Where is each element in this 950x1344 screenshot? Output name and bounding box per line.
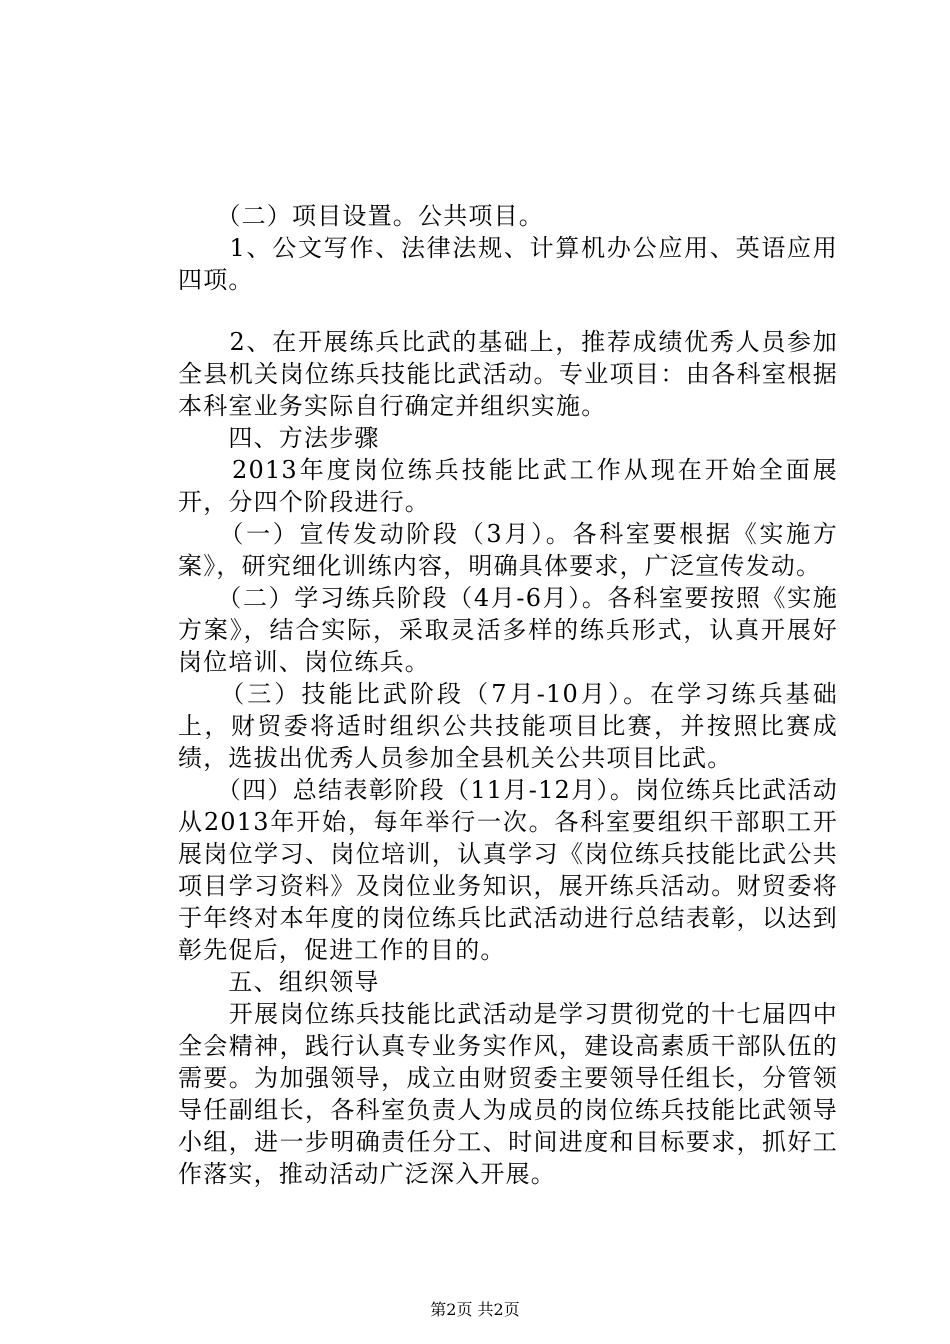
paragraph-stage-one: （一）宣传发动阶段（3月）。各科室要根据《实施方案》，研究细化训练内容，明确具体要求，广泛宣传发动。 <box>178 520 838 580</box>
paragraph-stage-two: （二）学习练兵阶段（4月-6月）。各科室要按照《实施方案》，结合实际，采取灵活多样的练兵形式，认真开展好岗位培训、岗位练兵。 <box>178 584 838 676</box>
paragraph-stage-three: （三）技能比武阶段（7月-10月）。在学习练兵基础上，财贸委将适时组织公共技能项目比赛，并按照比赛成绩，选拔出优秀人员参加全县机关公共项目比武。 <box>178 680 838 772</box>
paragraph-public-items: 1、公文写作、法律法规、计算机办公应用、英语应用四项。 <box>178 234 838 294</box>
heading-organization-leadership: 五、组织领导 <box>178 968 380 996</box>
paragraph-annual-plan: 2013年度岗位练兵技能比武工作从现在开始全面展开，分四个阶段进行。 <box>178 456 838 516</box>
paragraph-leadership-group: 开展岗位练兵技能比武活动是学习贯彻党的十七届四中全会精神，践行认真专业务实作风，建设高素质干部队伍的需要。为加强领导，成立由财贸委主要领导任组长，分管领导任副组长，各科室负责人为成员的岗位练兵技能比武领导小组，进一步明确责任分工、时间进度和目标要求，抓好工作落实，推动活动广泛深入开展。 <box>178 1000 838 1188</box>
paragraph-spacer <box>178 296 838 326</box>
paragraph-recommend-excellent: 2、在开展练兵比武的基础上，推荐成绩优秀人员参加全县机关岗位练兵技能比武活动。专业项目：由各科室根据本科室业务实际自行确定并组织实施。 <box>178 328 838 420</box>
paragraph-stage-four: （四）总结表彰阶段（11月-12月）。岗位练兵比武活动从2013年开始，每年举行一次。各科室要组织干部职工开展岗位学习、岗位培训，认真学习《岗位练兵技能比武公共项目学习资料》及岗位业务知识，展开练兵活动。财贸委将于年终对本年度的岗位练兵比武活动进行总结表彰，以达到彰先促后，促进工作的目的。 <box>178 776 838 964</box>
page-footer: 第2页 共2页 <box>430 1300 520 1319</box>
heading-methods-steps: 四、方法步骤 <box>178 424 380 452</box>
document-body <box>178 200 838 1190</box>
paragraph-project-setup: （二）项目设置。公共项目。 <box>178 202 544 230</box>
